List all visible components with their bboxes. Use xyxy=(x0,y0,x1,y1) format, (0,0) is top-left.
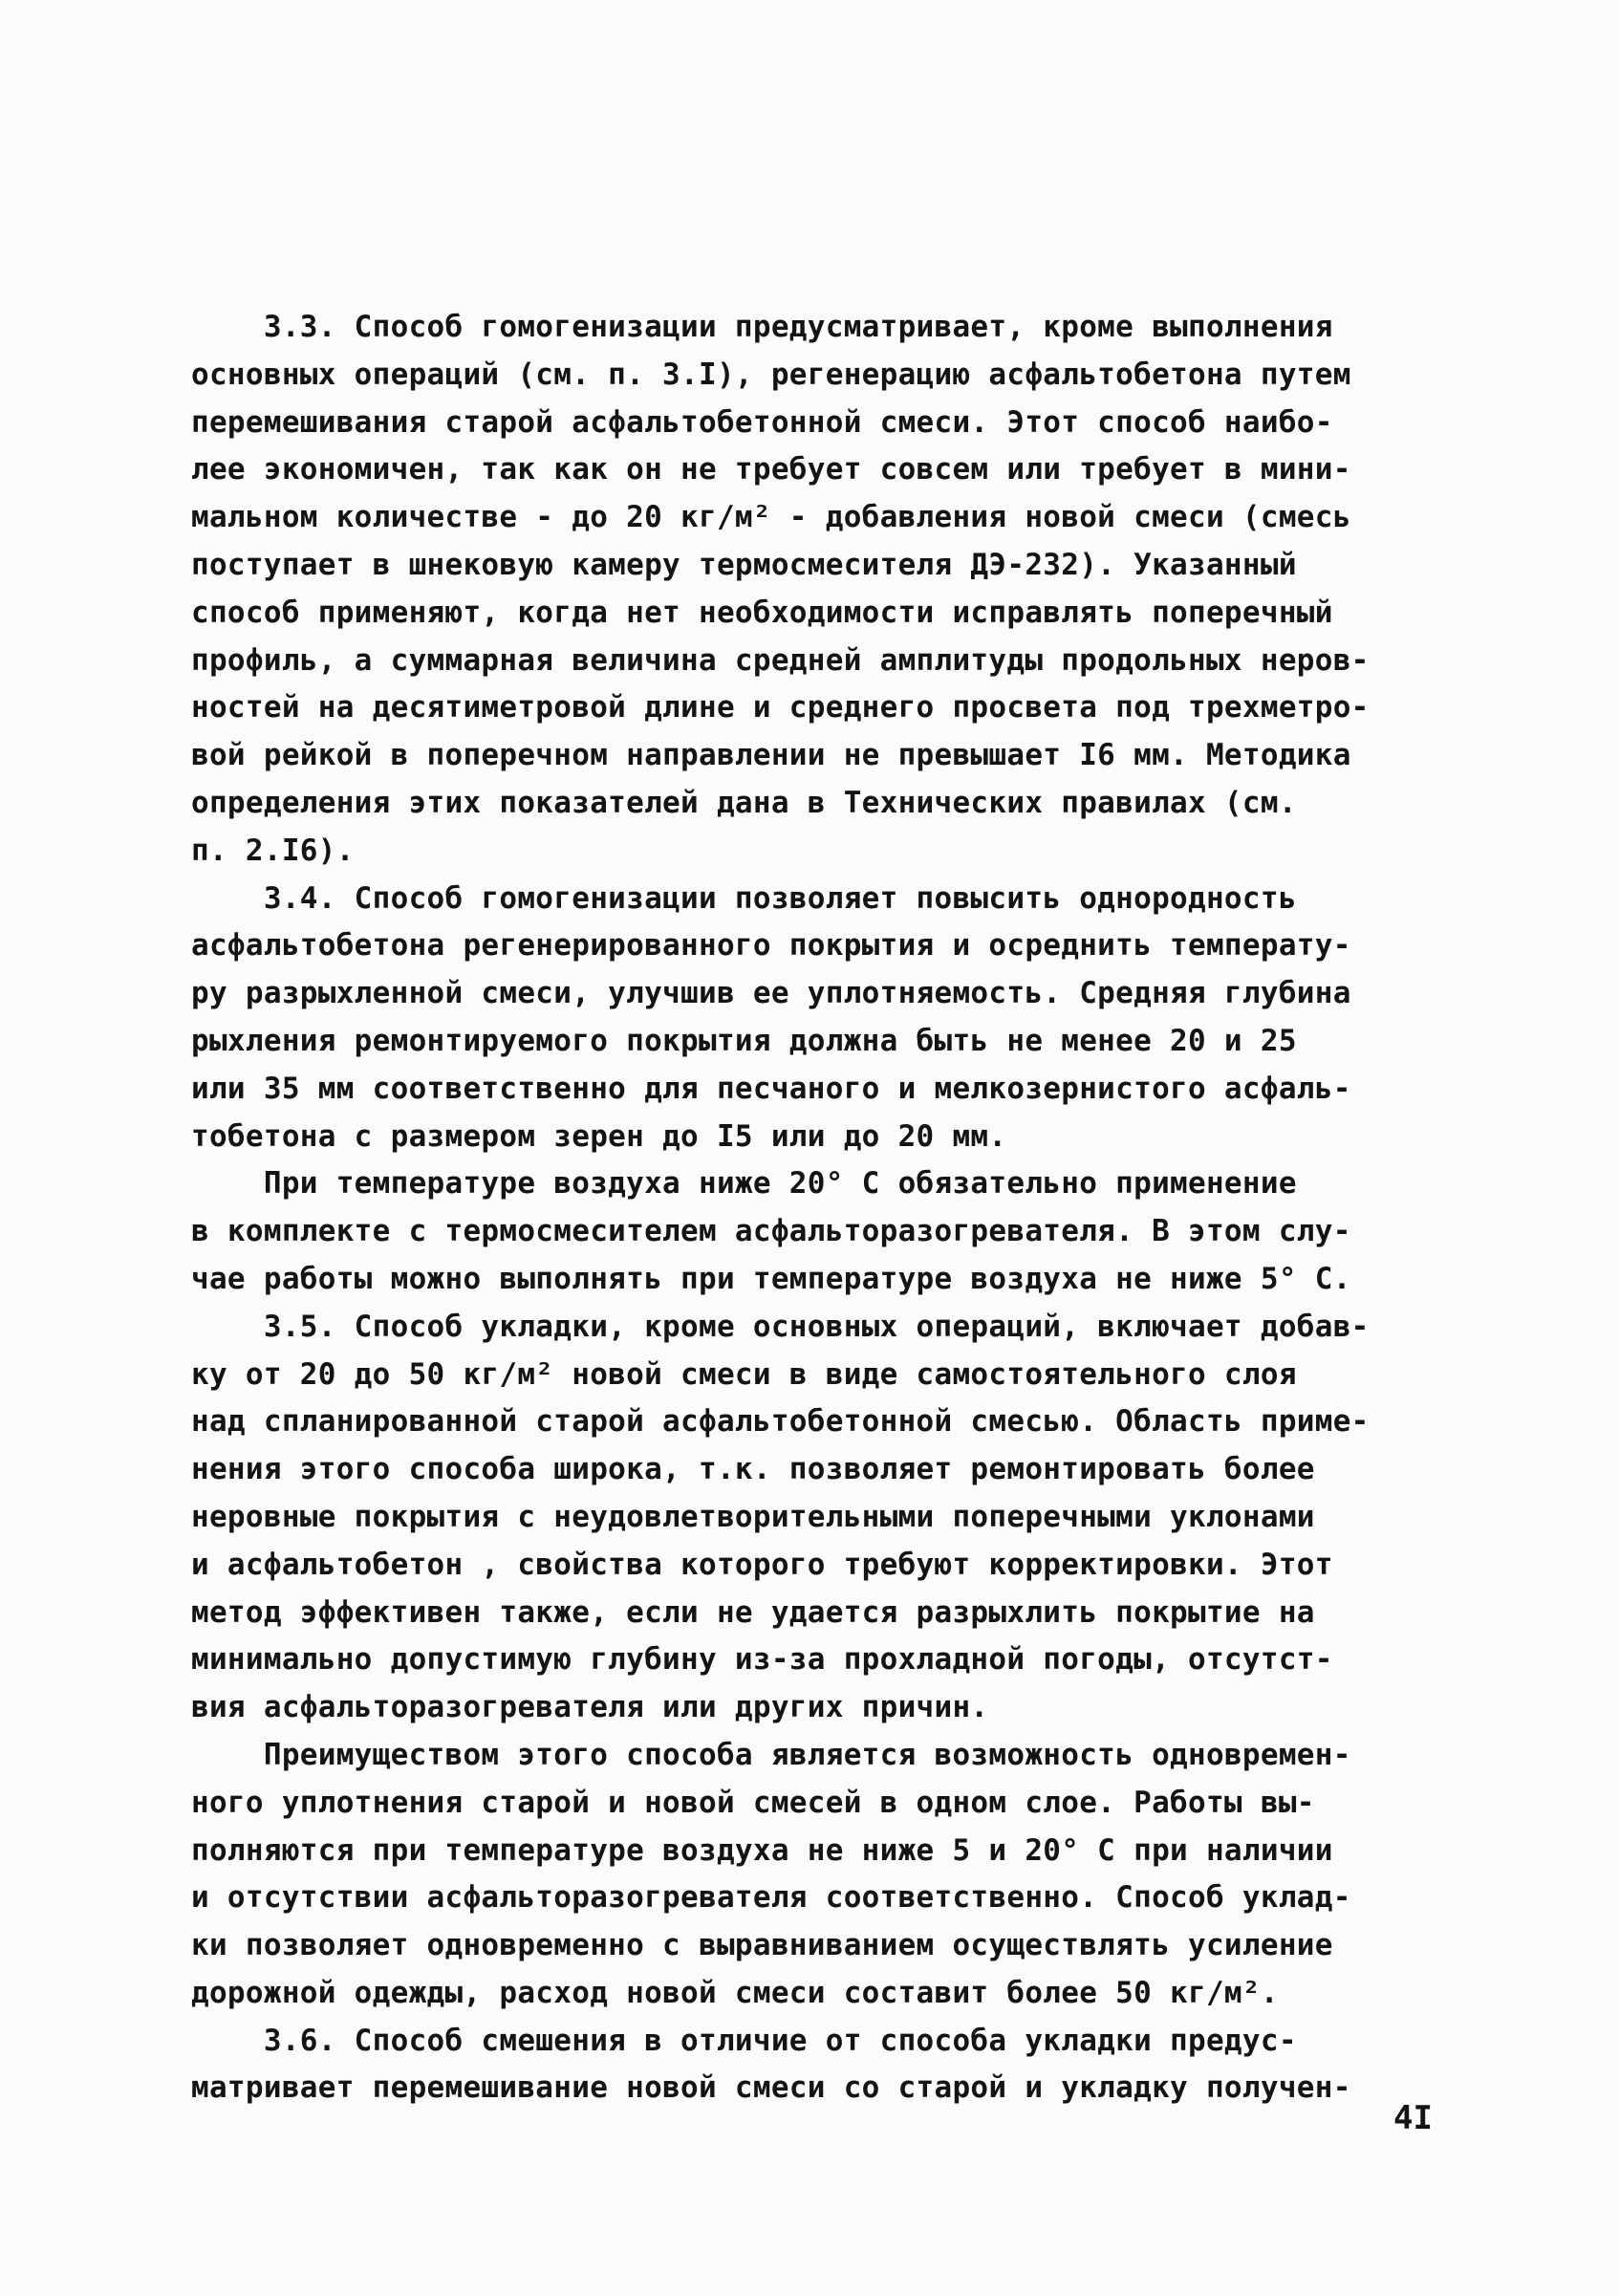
body-text xyxy=(191,304,1481,2112)
text-line: вия асфальторазогревателя или других причин. xyxy=(191,1690,989,1725)
text-line: перемешивания старой асфальтобетонной смеси. Этот способ наибо- xyxy=(191,404,1333,440)
text-line: метод эффективен также, если не удается разрыхлить покрытие на xyxy=(191,1594,1315,1630)
text-line: нения этого способа широка, т.к. позволяет ремонтировать более xyxy=(191,1452,1315,1487)
text-line: минимально допустимую глубину из-за прохладной погоды, отсутст- xyxy=(191,1642,1333,1678)
text-line: тобетона с размером зерен до I5 или до 20 мм. xyxy=(191,1118,1007,1154)
text-line: 3.5. Способ укладки, кроме основных операций, включает добав- xyxy=(191,1309,1370,1344)
page-number: 4I xyxy=(1393,2099,1433,2137)
text-line: асфальтобетона регенерированного покрытия и осреднить температу- xyxy=(191,928,1351,964)
text-line: ки позволяет одновременно с выравниванием осуществлять усиление xyxy=(191,1928,1333,1963)
text-line: в комплекте с термосмесителем асфальторазогревателя. В этом слу- xyxy=(191,1214,1351,1249)
text-line: матривает перемешивание новой смеси со старой и укладку получен- xyxy=(191,2070,1351,2106)
text-line: лее экономичен, так как он не требует совсем или требует в мини- xyxy=(191,452,1351,487)
text-line: полняются при температуре воздуха не ниже 5 и 20° С при наличии xyxy=(191,1832,1333,1868)
text-line: При температуре воздуха ниже 20° С обязательно применение xyxy=(191,1166,1297,1202)
text-line: ного уплотнения старой и новой смесей в одном слое. Работы вы- xyxy=(191,1785,1315,1820)
text-line: п. 2.I6). xyxy=(191,833,355,868)
text-line: над спланированной старой асфальтобетонной смесью. Область приме- xyxy=(191,1404,1370,1440)
text-line: или 35 мм соответственно для песчаного и мелкозернистого асфаль- xyxy=(191,1071,1351,1106)
text-line: мальном количестве - до 20 кг/м² - добавления новой смеси (смесь xyxy=(191,500,1351,535)
text-line: чае работы можно выполнять при температуре воздуха не ниже 5° С. xyxy=(191,1261,1351,1296)
text-line: 3.3. Способ гомогенизации предусматривает, кроме выполнения xyxy=(191,310,1333,344)
text-line: основных операций (см. п. 3.I), регенерацию асфальтобетона путем xyxy=(191,357,1351,392)
text-line: и асфальтобетон , свойства которого требуют корректировки. Этот xyxy=(191,1547,1333,1582)
text-line: поступает в шнековую камеру термосмесителя ДЭ-232). Указанный xyxy=(191,547,1297,582)
text-line: дорожной одежды, расход новой смеси составит более 50 кг/м². xyxy=(191,1975,1279,2010)
text-line: Преимуществом этого способа является возможность одновремен- xyxy=(191,1737,1351,1772)
text-line: определения этих показателей дана в Технических правилах (см. xyxy=(191,785,1297,820)
text-line: вой рейкой в поперечном направлении не превышает I6 мм. Методика xyxy=(191,738,1351,773)
text-line: рыхления ремонтируемого покрытия должна быть не менее 20 и 25 xyxy=(191,1023,1297,1058)
text-line: 3.4. Способ гомогенизации позволяет повысить однородность xyxy=(191,880,1297,916)
text-line: неровные покрытия с неудовлетворительными поперечными уклонами xyxy=(191,1499,1315,1534)
text-line: ру разрыхленной смеси, улучшив ее уплотняемость. Средняя глубина xyxy=(191,976,1351,1011)
text-line: ку от 20 до 50 кг/м² новой смеси в виде самостоятельного слоя xyxy=(191,1356,1297,1392)
text-line: и отсутствии асфальторазогревателя соответственно. Способ уклад- xyxy=(191,1880,1351,1916)
text-line: ностей на десятиметровой длине и среднего просвета под трехметро- xyxy=(191,690,1370,726)
text-line: способ применяют, когда нет необходимости исправлять поперечный xyxy=(191,595,1333,630)
text-line: 3.6. Способ смешения в отличие от способа укладки предус- xyxy=(191,2023,1297,2058)
text-line: профиль, а суммарная величина средней амплитуды продольных неров- xyxy=(191,642,1370,678)
